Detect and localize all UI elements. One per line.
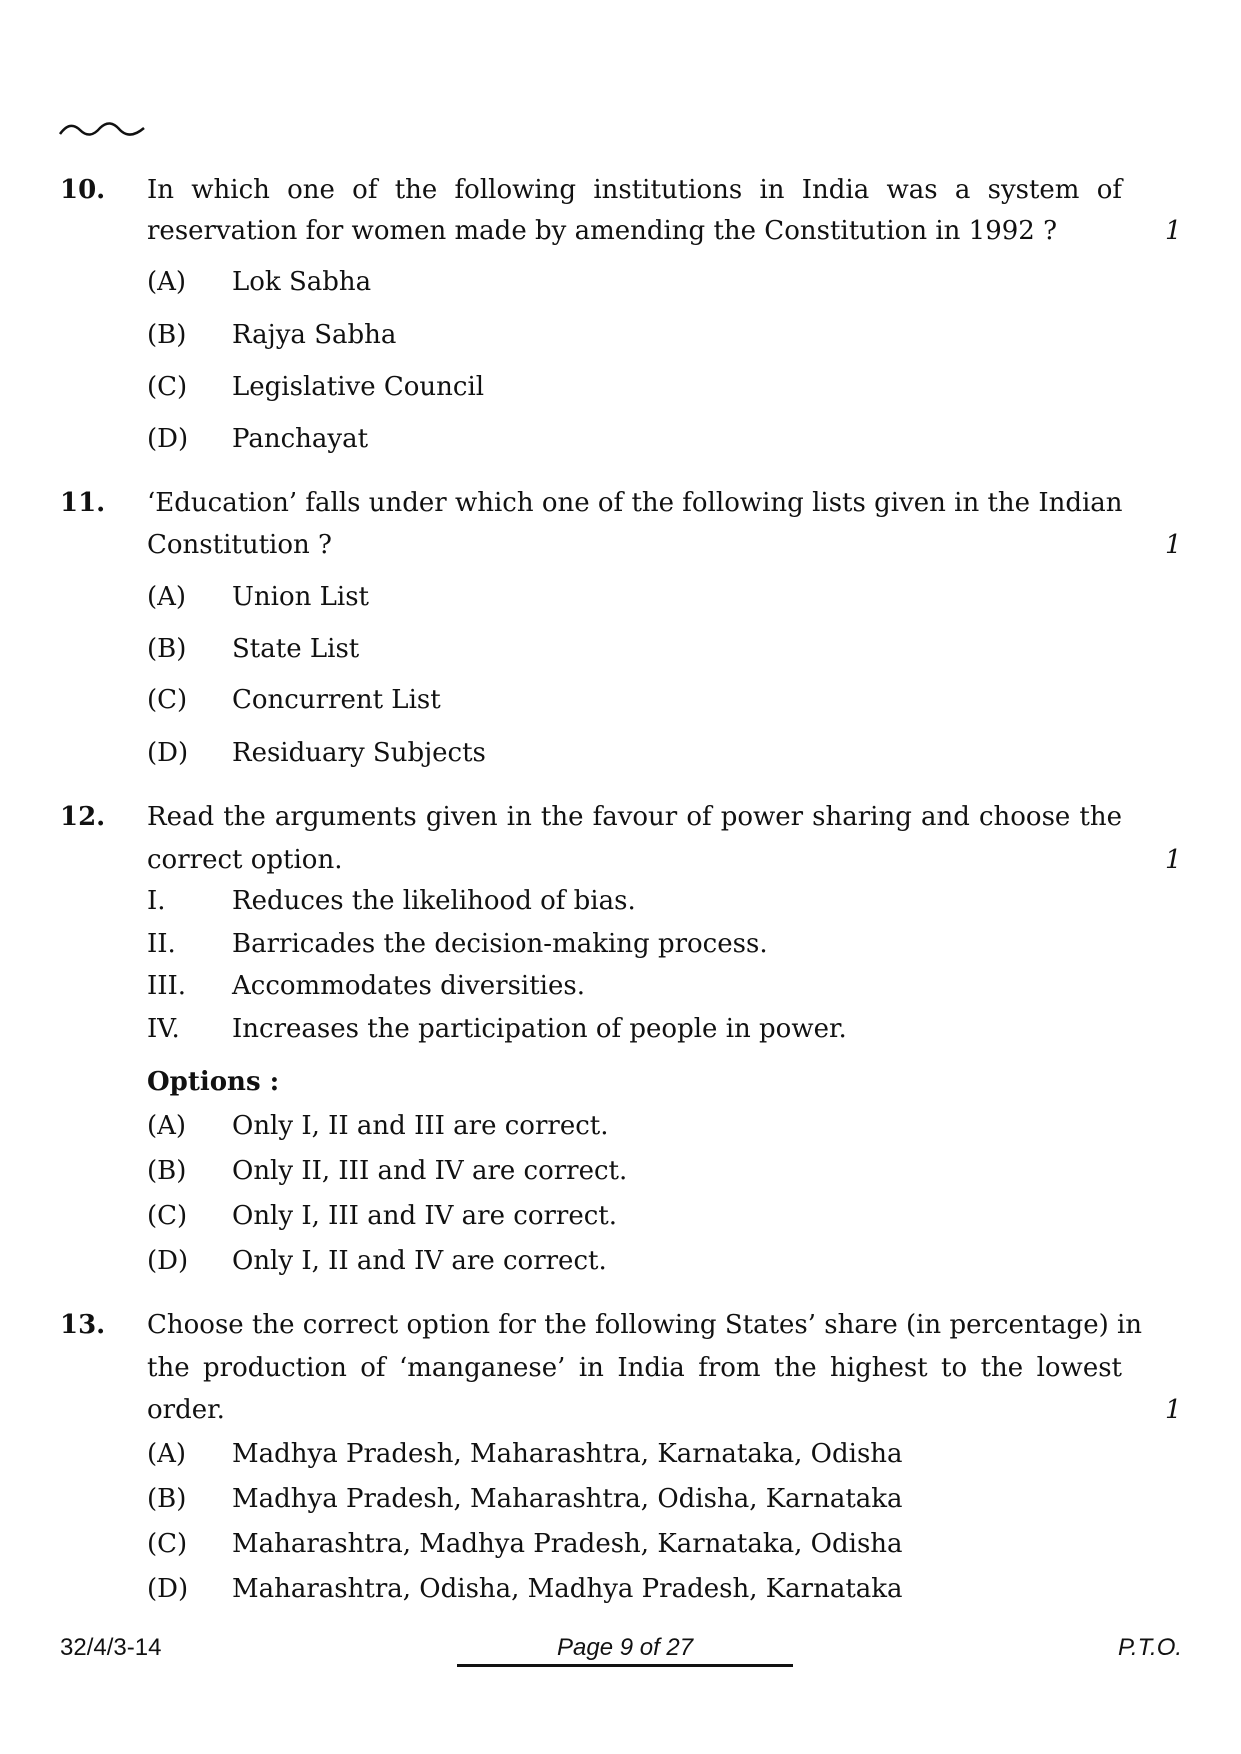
marks: 1 xyxy=(1165,530,1182,560)
option-label: (B) xyxy=(147,1484,187,1514)
question-text: order. xyxy=(147,1395,225,1425)
option-label: (A) xyxy=(147,267,187,297)
question-text: In which one of the following institutions in India was a system of xyxy=(147,175,1122,205)
question-text: Constitution ? xyxy=(147,530,332,560)
statement-text: Barricades the decision-making process. xyxy=(232,929,768,959)
question-text: the production of ‘manganese’ in India from the highest to the lowest xyxy=(147,1353,1122,1383)
option-text: Residuary Subjects xyxy=(232,738,486,768)
statement-label: III. xyxy=(147,971,187,1001)
paper-code: 32/4/3-14 xyxy=(60,1634,162,1661)
statement-text: Reduces the likelihood of bias. xyxy=(232,886,636,916)
option-text: Maharashtra, Odisha, Madhya Pradesh, Karnataka xyxy=(232,1574,903,1604)
squiggle-mark-icon xyxy=(58,118,148,142)
option-label: (B) xyxy=(147,1156,187,1186)
option-text: Only I, III and IV are correct. xyxy=(232,1201,617,1231)
option-label: (D) xyxy=(147,424,189,454)
option-text: Maharashtra, Madhya Pradesh, Karnataka, Odisha xyxy=(232,1529,903,1559)
option-label: (D) xyxy=(147,1574,189,1604)
question-text: reservation for women made by amending the Constitution in 1992 ? xyxy=(147,216,1058,246)
question-number: 11. xyxy=(60,488,106,518)
option-text: Concurrent List xyxy=(232,685,441,715)
option-label: (D) xyxy=(147,738,189,768)
pto-note: P.T.O. xyxy=(1118,1634,1183,1661)
page-number: Page 9 of 27 xyxy=(557,1634,694,1661)
question-text: Read the arguments given in the favour of power sharing and choose the xyxy=(147,802,1122,832)
marks: 1 xyxy=(1165,216,1182,246)
option-label: (C) xyxy=(147,1201,188,1231)
option-label: (A) xyxy=(147,582,187,612)
option-label: (C) xyxy=(147,372,188,402)
question-number: 10. xyxy=(60,175,106,205)
statement-label: I. xyxy=(147,886,166,916)
option-text: Only I, II and III are correct. xyxy=(232,1111,609,1141)
option-label: (B) xyxy=(147,634,187,664)
option-text: Only II, III and IV are correct. xyxy=(232,1156,628,1186)
marks: 1 xyxy=(1165,1395,1182,1425)
question-number: 12. xyxy=(60,802,106,832)
option-label: (D) xyxy=(147,1246,189,1276)
option-text: Lok Sabha xyxy=(232,267,372,297)
question-text: correct option. xyxy=(147,845,343,875)
option-text: Panchayat xyxy=(232,424,369,454)
option-text: Union List xyxy=(232,582,370,612)
option-text: State List xyxy=(232,634,360,664)
footer-divider xyxy=(457,1664,793,1667)
option-text: Only I, II and IV are correct. xyxy=(232,1246,607,1276)
option-label: (C) xyxy=(147,1529,188,1559)
statement-label: II. xyxy=(147,929,176,959)
option-text: Madhya Pradesh, Maharashtra, Karnataka, Odisha xyxy=(232,1439,903,1469)
option-label: (A) xyxy=(147,1111,187,1141)
marks: 1 xyxy=(1165,845,1182,875)
question-text: ‘Education’ falls under which one of the following lists given in the Indian xyxy=(147,488,1123,518)
question-number: 13. xyxy=(60,1310,106,1340)
option-label: (C) xyxy=(147,685,188,715)
option-text: Legislative Council xyxy=(232,372,485,402)
statement-label: IV. xyxy=(147,1014,180,1044)
option-label: (A) xyxy=(147,1439,187,1469)
options-heading: Options : xyxy=(147,1067,280,1097)
option-text: Madhya Pradesh, Maharashtra, Odisha, Karnataka xyxy=(232,1484,903,1514)
option-label: (B) xyxy=(147,320,187,350)
question-text: Choose the correct option for the following States’ share (in percentage) in xyxy=(147,1310,1143,1340)
statement-text: Accommodates diversities. xyxy=(232,971,585,1001)
option-text: Rajya Sabha xyxy=(232,320,397,350)
statement-text: Increases the participation of people in power. xyxy=(232,1014,847,1044)
